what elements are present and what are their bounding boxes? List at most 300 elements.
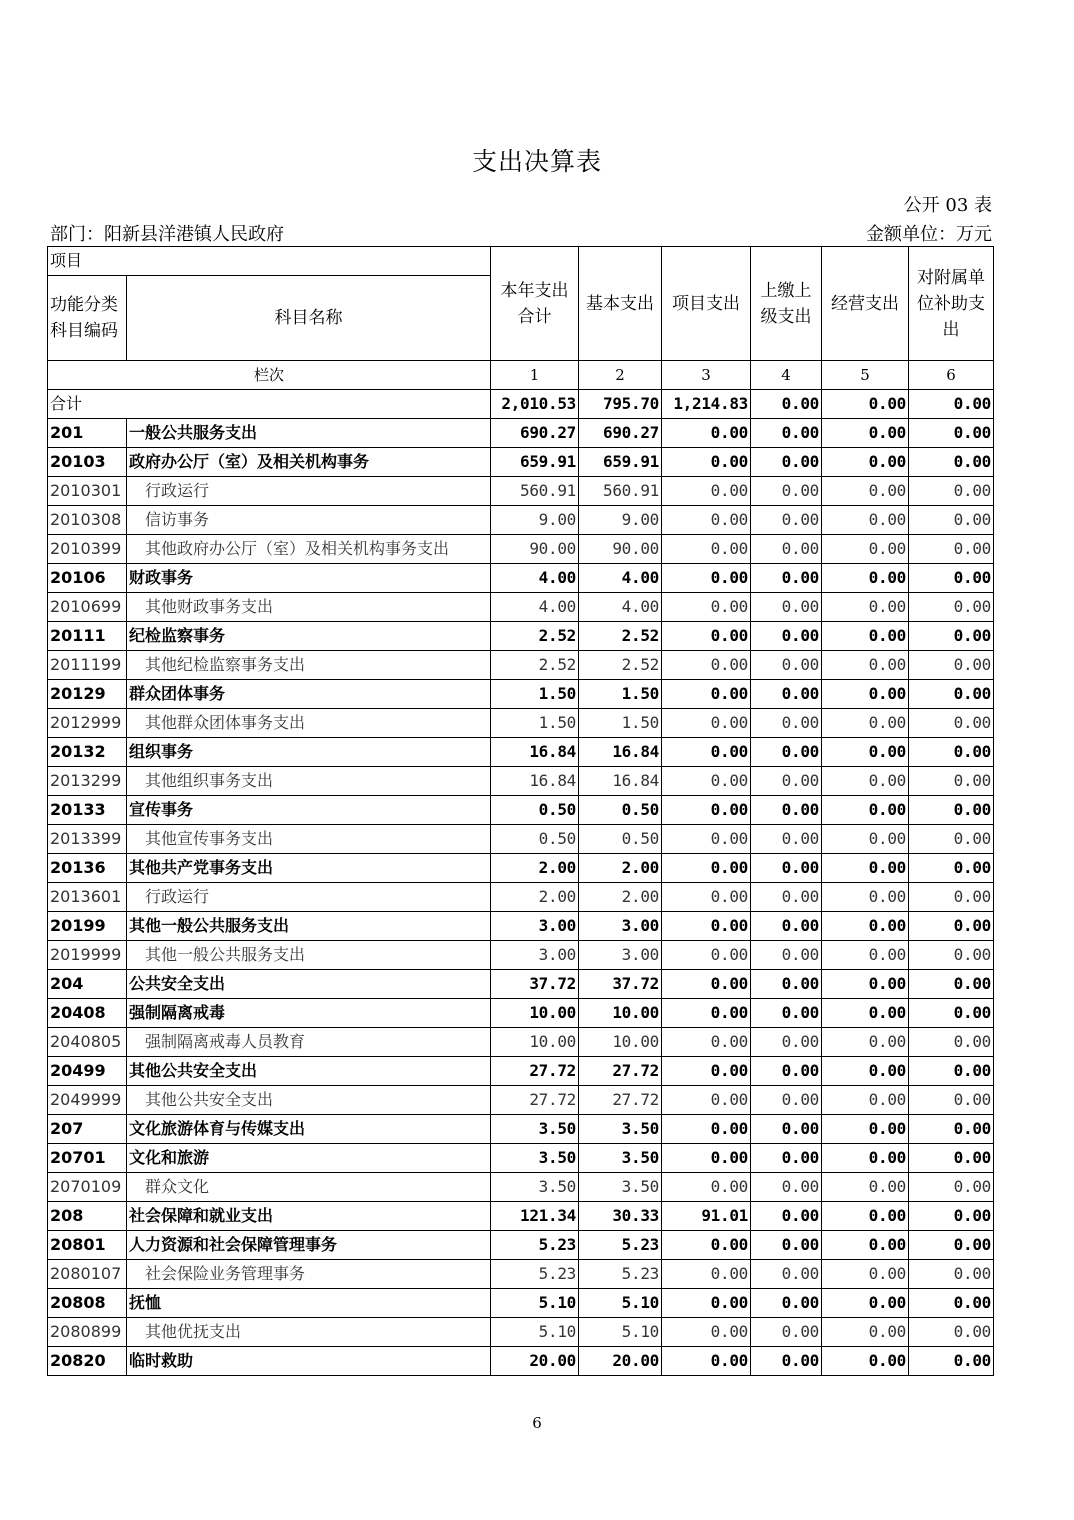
amount-cell: 0.00: [909, 1347, 994, 1376]
amount-cell: 5.10: [579, 1289, 662, 1318]
amount-cell: 0.00: [909, 912, 994, 941]
subject-code: 2070109: [48, 1173, 127, 1202]
department-label: 部门：阳新县洋港镇人民政府: [50, 224, 284, 245]
amount-cell: 0.00: [822, 506, 909, 535]
amount-cell: 0.00: [822, 622, 909, 651]
amount-cell: 3.00: [579, 912, 662, 941]
amount-cell: 3.50: [491, 1173, 579, 1202]
subject-name: 文化和旅游: [127, 1144, 491, 1173]
column-number: 5: [822, 361, 909, 390]
subject-code: 201: [48, 419, 127, 448]
amount-cell: 690.27: [491, 419, 579, 448]
amount-cell: 0.00: [751, 477, 822, 506]
amount-cell: 0.00: [909, 622, 994, 651]
subject-name: 其他优抚支出: [127, 1318, 491, 1347]
table-row: [48, 796, 994, 825]
total-value: 795.70: [579, 390, 662, 419]
column-number: 2: [579, 361, 662, 390]
amount-cell: 0.00: [909, 680, 994, 709]
amount-cell: 0.00: [751, 535, 822, 564]
amount-cell: 0.00: [751, 854, 822, 883]
amount-cell: 0.00: [751, 1115, 822, 1144]
subject-name: 信访事务: [127, 506, 491, 535]
amount-cell: 0.00: [822, 1202, 909, 1231]
amount-cell: 4.00: [579, 564, 662, 593]
subject-name: 抚恤: [127, 1289, 491, 1318]
amount-cell: 0.00: [822, 767, 909, 796]
amount-cell: 0.00: [751, 1057, 822, 1086]
amount-cell: 0.00: [909, 419, 994, 448]
amount-cell: 0.00: [751, 767, 822, 796]
header-subject-name: 科目名称: [127, 276, 491, 361]
amount-cell: 0.00: [909, 477, 994, 506]
amount-cell: 0.00: [751, 999, 822, 1028]
amount-cell: 0.00: [662, 796, 751, 825]
table-row: [48, 941, 994, 970]
amount-cell: 560.91: [579, 477, 662, 506]
amount-cell: 690.27: [579, 419, 662, 448]
amount-cell: 0.00: [751, 1347, 822, 1376]
amount-cell: 0.00: [751, 1318, 822, 1347]
amount-cell: 0.00: [751, 1144, 822, 1173]
amount-cell: 0.00: [662, 912, 751, 941]
subject-name: 其他一般公共服务支出: [127, 912, 491, 941]
subject-name: 群众文化: [127, 1173, 491, 1202]
amount-cell: 0.00: [909, 651, 994, 680]
header-operating-expenditure: 经营支出: [822, 247, 909, 361]
amount-cell: 0.00: [662, 419, 751, 448]
subject-name: 其他宣传事务支出: [127, 825, 491, 854]
amount-cell: 0.00: [662, 535, 751, 564]
amount-cell: 16.84: [491, 767, 579, 796]
subject-code: 20820: [48, 1347, 127, 1376]
amount-cell: 0.00: [662, 941, 751, 970]
amount-cell: 0.00: [662, 1057, 751, 1086]
table-row: [48, 535, 994, 564]
subject-code: 20808: [48, 1289, 127, 1318]
subject-name: 强制隔离戒毒人员教育: [127, 1028, 491, 1057]
amount-cell: 0.00: [909, 796, 994, 825]
amount-cell: 0.00: [751, 419, 822, 448]
amount-cell: 0.00: [662, 564, 751, 593]
amount-cell: 0.00: [909, 1028, 994, 1057]
amount-cell: 5.23: [491, 1260, 579, 1289]
amount-cell: 5.23: [579, 1260, 662, 1289]
amount-cell: 0.00: [662, 1086, 751, 1115]
amount-cell: 0.00: [822, 593, 909, 622]
amount-cell: 90.00: [579, 535, 662, 564]
subject-code: 20801: [48, 1231, 127, 1260]
amount-cell: 4.00: [491, 564, 579, 593]
subject-code: 2013299: [48, 767, 127, 796]
amount-cell: 0.00: [662, 970, 751, 999]
amount-cell: 3.50: [579, 1144, 662, 1173]
amount-cell: 0.00: [822, 1057, 909, 1086]
page-title: 支出决算表: [471, 147, 602, 176]
amount-cell: 0.00: [822, 709, 909, 738]
amount-cell: 0.00: [662, 1289, 751, 1318]
subject-code: 20136: [48, 854, 127, 883]
table-row: [48, 419, 994, 448]
subject-code: 2012999: [48, 709, 127, 738]
amount-cell: 0.00: [822, 883, 909, 912]
amount-cell: 1.50: [579, 709, 662, 738]
amount-cell: 0.00: [662, 506, 751, 535]
amount-cell: 0.00: [662, 1144, 751, 1173]
amount-cell: 0.00: [822, 1347, 909, 1376]
amount-cell: 2.00: [579, 883, 662, 912]
subject-name: 一般公共服务支出: [127, 419, 491, 448]
amount-cell: 0.00: [822, 999, 909, 1028]
amount-cell: 0.50: [579, 796, 662, 825]
subject-code: 204: [48, 970, 127, 999]
table-row: [48, 651, 994, 680]
amount-cell: 0.00: [909, 1144, 994, 1173]
amount-cell: 0.00: [822, 680, 909, 709]
column-number: 4: [751, 361, 822, 390]
total-row: [48, 390, 994, 419]
header-row-index: 栏次: [48, 361, 491, 390]
amount-cell: 0.00: [822, 854, 909, 883]
subject-name: 组织事务: [127, 738, 491, 767]
subject-name: 公共安全支出: [127, 970, 491, 999]
amount-cell: 659.91: [491, 448, 579, 477]
amount-cell: 3.00: [491, 912, 579, 941]
amount-cell: 5.10: [491, 1289, 579, 1318]
amount-cell: 0.00: [751, 941, 822, 970]
page-number: 6: [532, 1414, 542, 1432]
table-row: [48, 506, 994, 535]
amount-cell: 16.84: [491, 738, 579, 767]
amount-cell: 16.84: [579, 738, 662, 767]
subject-code: 20701: [48, 1144, 127, 1173]
amount-cell: 0.50: [491, 796, 579, 825]
header-subsidy-affiliates: 对附属单位补助支出: [909, 247, 994, 361]
amount-cell: 0.00: [751, 709, 822, 738]
amount-cell: 0.00: [909, 1289, 994, 1318]
amount-cell: 0.00: [822, 970, 909, 999]
amount-cell: 90.00: [491, 535, 579, 564]
amount-cell: 0.00: [751, 564, 822, 593]
subject-name: 社会保障和就业支出: [127, 1202, 491, 1231]
form-number: 公开 03 表: [903, 195, 992, 216]
amount-cell: 0.00: [662, 593, 751, 622]
amount-cell: 0.00: [822, 1115, 909, 1144]
header-project: 项目: [48, 247, 491, 276]
table-row: [48, 1057, 994, 1086]
amount-cell: 0.00: [822, 912, 909, 941]
amount-cell: 0.00: [751, 448, 822, 477]
total-value: 0.00: [751, 390, 822, 419]
amount-cell: 0.00: [909, 825, 994, 854]
amount-cell: 27.72: [491, 1057, 579, 1086]
amount-cell: 9.00: [579, 506, 662, 535]
amount-cell: 0.00: [751, 738, 822, 767]
amount-cell: 0.00: [751, 622, 822, 651]
column-number: 6: [909, 361, 994, 390]
header-total-expenditure: 本年支出合计: [491, 247, 579, 361]
amount-cell: 0.00: [822, 1028, 909, 1057]
amount-cell: 27.72: [491, 1086, 579, 1115]
amount-cell: 5.23: [491, 1231, 579, 1260]
amount-cell: 3.50: [579, 1173, 662, 1202]
subject-code: 20408: [48, 999, 127, 1028]
amount-cell: 0.00: [662, 1347, 751, 1376]
subject-code: 2049999: [48, 1086, 127, 1115]
subject-code: 2080899: [48, 1318, 127, 1347]
amount-cell: 0.00: [909, 1115, 994, 1144]
amount-cell: 0.00: [662, 999, 751, 1028]
table-row: [48, 709, 994, 738]
table-row: [48, 738, 994, 767]
amount-cell: 0.00: [909, 1318, 994, 1347]
amount-cell: 0.00: [751, 1173, 822, 1202]
table-row: [48, 477, 994, 506]
subject-code: 20106: [48, 564, 127, 593]
amount-cell: 16.84: [579, 767, 662, 796]
subject-name: 其他共产党事务支出: [127, 854, 491, 883]
amount-cell: 9.00: [491, 506, 579, 535]
table-row: [48, 1144, 994, 1173]
amount-cell: 0.00: [909, 767, 994, 796]
amount-cell: 0.00: [662, 1231, 751, 1260]
subject-name: 其他公共安全支出: [127, 1086, 491, 1115]
total-value: 0.00: [822, 390, 909, 419]
amount-cell: 0.00: [822, 738, 909, 767]
table-row: [48, 1086, 994, 1115]
amount-cell: 0.00: [909, 1173, 994, 1202]
amount-cell: 0.00: [909, 564, 994, 593]
table-row: [48, 1289, 994, 1318]
amount-cell: 0.00: [662, 825, 751, 854]
amount-cell: 0.00: [662, 1260, 751, 1289]
amount-unit-label: 金额单位：万元: [866, 224, 992, 245]
amount-cell: 0.00: [822, 941, 909, 970]
subject-code: 20133: [48, 796, 127, 825]
amount-cell: 121.34: [491, 1202, 579, 1231]
subject-name: 其他一般公共服务支出: [127, 941, 491, 970]
subject-name: 其他财政事务支出: [127, 593, 491, 622]
amount-cell: 3.00: [579, 941, 662, 970]
table-row: [48, 622, 994, 651]
amount-cell: 2.52: [491, 651, 579, 680]
table-row: [48, 1231, 994, 1260]
subject-code: 208: [48, 1202, 127, 1231]
amount-cell: 1.50: [491, 680, 579, 709]
column-number: 3: [662, 361, 751, 390]
amount-cell: 0.00: [751, 796, 822, 825]
amount-cell: 0.00: [751, 1086, 822, 1115]
amount-cell: 3.50: [491, 1144, 579, 1173]
table-row: [48, 912, 994, 941]
amount-cell: 2.00: [579, 854, 662, 883]
amount-cell: 0.00: [662, 854, 751, 883]
header-basic-expenditure: 基本支出: [579, 247, 662, 361]
amount-cell: 0.00: [822, 448, 909, 477]
amount-cell: 10.00: [491, 999, 579, 1028]
subject-name: 纪检监察事务: [127, 622, 491, 651]
amount-cell: 0.00: [751, 506, 822, 535]
subject-code: 2040805: [48, 1028, 127, 1057]
amount-cell: 0.00: [822, 1318, 909, 1347]
amount-cell: 0.00: [662, 622, 751, 651]
subject-code: 2011199: [48, 651, 127, 680]
subject-name: 其他组织事务支出: [127, 767, 491, 796]
subject-code: 207: [48, 1115, 127, 1144]
subject-code: 20199: [48, 912, 127, 941]
amount-cell: 0.00: [662, 448, 751, 477]
table-row: [48, 1202, 994, 1231]
subject-code: 2010301: [48, 477, 127, 506]
expenditure-table: [47, 246, 994, 1376]
amount-cell: 0.00: [909, 854, 994, 883]
amount-cell: 3.50: [491, 1115, 579, 1144]
amount-cell: 560.91: [491, 477, 579, 506]
amount-cell: 0.00: [822, 651, 909, 680]
table-row: [48, 970, 994, 999]
amount-cell: 1.50: [491, 709, 579, 738]
subject-name: 行政运行: [127, 477, 491, 506]
amount-cell: 0.00: [822, 825, 909, 854]
amount-cell: 0.00: [662, 651, 751, 680]
amount-cell: 20.00: [491, 1347, 579, 1376]
subject-name: 其他纪检监察事务支出: [127, 651, 491, 680]
amount-cell: 0.00: [909, 970, 994, 999]
amount-cell: 0.00: [662, 1318, 751, 1347]
table-row: [48, 1318, 994, 1347]
subject-code: 20111: [48, 622, 127, 651]
amount-cell: 0.00: [751, 970, 822, 999]
amount-cell: 0.00: [909, 1231, 994, 1260]
table-row: [48, 767, 994, 796]
subject-code: 2013601: [48, 883, 127, 912]
amount-cell: 0.00: [662, 680, 751, 709]
table-row: [48, 680, 994, 709]
total-value: 1,214.83: [662, 390, 751, 419]
subject-name: 社会保险业务管理事务: [127, 1260, 491, 1289]
amount-cell: 0.00: [751, 1028, 822, 1057]
subject-name: 行政运行: [127, 883, 491, 912]
amount-cell: 0.00: [909, 506, 994, 535]
amount-cell: 0.00: [909, 738, 994, 767]
header-function-code: 功能分类科目编码: [48, 276, 127, 361]
amount-cell: 0.00: [909, 593, 994, 622]
amount-cell: 0.00: [909, 941, 994, 970]
subject-name: 人力资源和社会保障管理事务: [127, 1231, 491, 1260]
amount-cell: 91.01: [662, 1202, 751, 1231]
table-row: [48, 883, 994, 912]
amount-cell: 0.00: [909, 1260, 994, 1289]
table-row: [48, 1173, 994, 1202]
subject-code: 2019999: [48, 941, 127, 970]
amount-cell: 0.00: [909, 448, 994, 477]
table-row: [48, 1347, 994, 1376]
table-row: [48, 1115, 994, 1144]
subject-code: 2010399: [48, 535, 127, 564]
table-row: [48, 1028, 994, 1057]
amount-cell: 0.00: [822, 1260, 909, 1289]
amount-cell: 0.00: [751, 883, 822, 912]
amount-cell: 0.00: [822, 535, 909, 564]
subject-code: 2010308: [48, 506, 127, 535]
amount-cell: 0.00: [662, 477, 751, 506]
total-value: 2,010.53: [491, 390, 579, 419]
amount-cell: 10.00: [579, 1028, 662, 1057]
subject-name: 其他公共安全支出: [127, 1057, 491, 1086]
amount-cell: 37.72: [491, 970, 579, 999]
amount-cell: 5.23: [579, 1231, 662, 1260]
amount-cell: 0.00: [751, 651, 822, 680]
subject-code: 2010699: [48, 593, 127, 622]
subject-code: 20103: [48, 448, 127, 477]
table-row: [48, 564, 994, 593]
amount-cell: 0.00: [822, 564, 909, 593]
table-row: [48, 999, 994, 1028]
amount-cell: 0.00: [662, 1028, 751, 1057]
amount-cell: 0.00: [822, 477, 909, 506]
subject-code: 20132: [48, 738, 127, 767]
amount-cell: 0.00: [822, 1086, 909, 1115]
amount-cell: 0.00: [662, 767, 751, 796]
column-number: 1: [491, 361, 579, 390]
amount-cell: 27.72: [579, 1086, 662, 1115]
amount-cell: 0.00: [662, 1173, 751, 1202]
amount-cell: 20.00: [579, 1347, 662, 1376]
amount-cell: 0.00: [751, 912, 822, 941]
amount-cell: 0.00: [822, 1289, 909, 1318]
amount-cell: 2.52: [579, 622, 662, 651]
amount-cell: 0.00: [751, 593, 822, 622]
amount-cell: 2.00: [491, 854, 579, 883]
amount-cell: 0.00: [751, 1231, 822, 1260]
amount-cell: 3.00: [491, 941, 579, 970]
amount-cell: 3.50: [579, 1115, 662, 1144]
amount-cell: 10.00: [491, 1028, 579, 1057]
amount-cell: 659.91: [579, 448, 662, 477]
subject-name: 其他政府办公厅（室）及相关机构事务支出: [127, 535, 491, 564]
amount-cell: 10.00: [579, 999, 662, 1028]
subject-name: 文化旅游体育与传媒支出: [127, 1115, 491, 1144]
header-project-expenditure: 项目支出: [662, 247, 751, 361]
amount-cell: 4.00: [579, 593, 662, 622]
amount-cell: 0.00: [751, 1202, 822, 1231]
amount-cell: 0.00: [751, 680, 822, 709]
amount-cell: 0.50: [491, 825, 579, 854]
amount-cell: 0.00: [751, 1260, 822, 1289]
total-label: 合计: [48, 390, 491, 419]
amount-cell: 2.00: [491, 883, 579, 912]
subject-code: 20499: [48, 1057, 127, 1086]
amount-cell: 37.72: [579, 970, 662, 999]
subject-name: 群众团体事务: [127, 680, 491, 709]
amount-cell: 0.00: [909, 1057, 994, 1086]
amount-cell: 0.00: [909, 883, 994, 912]
amount-cell: 0.00: [909, 1086, 994, 1115]
amount-cell: 0.00: [662, 709, 751, 738]
table-row: [48, 825, 994, 854]
amount-cell: 0.00: [822, 796, 909, 825]
amount-cell: 1.50: [579, 680, 662, 709]
table-row: [48, 854, 994, 883]
amount-cell: 0.00: [909, 1202, 994, 1231]
subject-name: 临时救助: [127, 1347, 491, 1376]
subject-name: 财政事务: [127, 564, 491, 593]
amount-cell: 0.50: [579, 825, 662, 854]
amount-cell: 5.10: [491, 1318, 579, 1347]
amount-cell: 5.10: [579, 1318, 662, 1347]
amount-cell: 27.72: [579, 1057, 662, 1086]
amount-cell: 0.00: [751, 1289, 822, 1318]
